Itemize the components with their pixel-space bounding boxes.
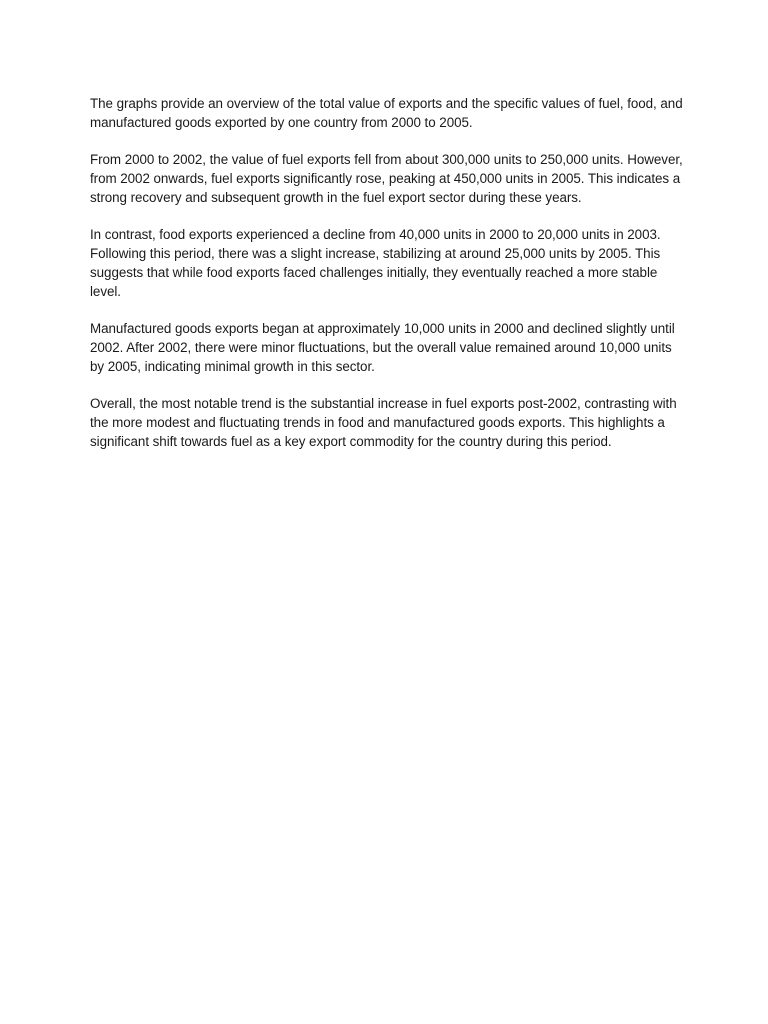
document-body <box>90 94 686 469</box>
paragraph-manufactured-goods: Manufactured goods exports began at approximately 10,000 units in 2000 and declined slightly until 2002. After 2002, there were minor fluctuations, but the overall value remained around 10,000 units by 2005, indicating minimal growth in this sector. <box>90 321 675 374</box>
paragraph-fuel-exports: From 2000 to 2002, the value of fuel exports fell from about 300,000 units to 250,000 units. However, from 2002 onwards, fuel exports significantly rose, peaking at 450,000 units in 2005. This indicates a strong recovery and subsequent growth in the fuel export sector during these years. <box>90 152 683 205</box>
paragraph-food-exports: In contrast, food exports experienced a decline from 40,000 units in 2000 to 20,000 units in 2003. Following this period, there was a slight increase, stabilizing at around 25,000 units by 2005. This suggests that while food exports faced challenges initially, they eventually reached a more stable level. <box>90 227 661 299</box>
paragraph-intro: The graphs provide an overview of the total value of exports and the specific values of fuel, food, and manufactured goods exported by one country from 2000 to 2005. <box>90 96 683 130</box>
paragraph-overall: Overall, the most notable trend is the substantial increase in fuel exports post-2002, contrasting with the more modest and fluctuating trends in food and manufactured goods exports. This highlights a significant shift towards fuel as a key export commodity for the country during this period. <box>90 396 677 449</box>
